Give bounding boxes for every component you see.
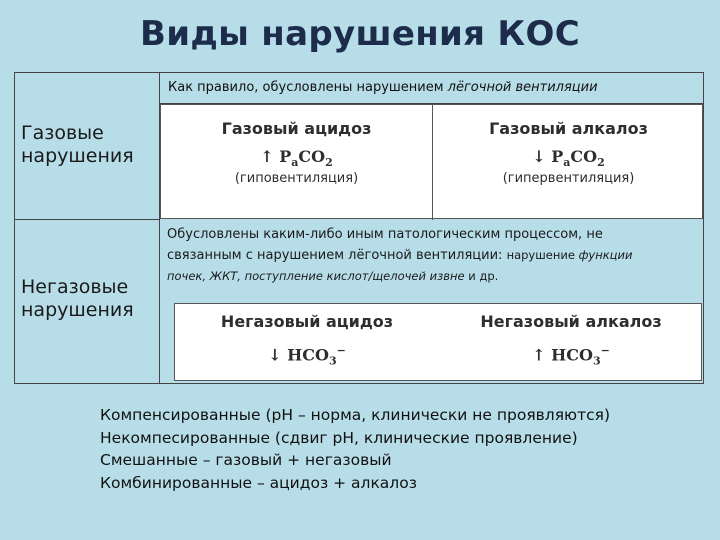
nongas-acidosis-title: Негазовый ацидоз	[220, 312, 394, 331]
arrow-up-icon: ↑	[260, 147, 274, 166]
arrow-up-icon: ↑	[532, 345, 546, 365]
gas-disorders-box	[160, 104, 703, 219]
compensation-types-list	[100, 404, 700, 494]
nongas-alkalosis-formula: ↑ $HCO_3^-$	[532, 344, 610, 368]
gas-alkalosis-title: Газовый алкалоз	[489, 119, 648, 138]
arrow-down-icon: ↓	[268, 345, 282, 365]
nongas-description: Обусловлены каким-либо иным патологическим процессом, не связанным с нарушением лёгочной вентиляции: нарушение функции почек, ЖКТ, поступление кислот/щелочей извне и др.	[167, 227, 633, 283]
gas-acidosis-formula: ↑ $P_aCO_2$	[260, 147, 333, 170]
gas-acidosis-title: Газовый ацидоз	[221, 119, 372, 138]
list-item: Некомпесированные (сдвиг рН, клинические проявление)	[100, 428, 578, 447]
list-item: Компенсированные (рН – норма, клинически не проявляются)	[100, 406, 610, 424]
nongas-alkalosis-title: Негазовый алкалоз	[480, 312, 662, 331]
gas-label-cell	[15, 104, 160, 219]
nongas-label-cell	[15, 219, 160, 383]
nongas-disorders-box	[174, 303, 702, 381]
nongas-acidosis-formula: ↓ $HCO_3^-$	[268, 344, 346, 368]
arrow-down-icon: ↓	[532, 147, 546, 166]
page-title: Виды нарушения КОС	[140, 14, 580, 54]
list-item: Комбинированные – ацидоз + алкалоз	[100, 473, 417, 492]
header-cell	[160, 73, 703, 104]
header-text-italic: лёгочной вентиляции	[447, 80, 598, 95]
gas-alkalosis-formula: ↓ $P_aCO_2$	[532, 147, 605, 170]
gas-acidosis-note: (гиповентиляция)	[234, 171, 359, 186]
header-text: Как правило, обусловлены нарушением	[168, 80, 448, 95]
nongas-disorders-label: Негазовые нарушения	[21, 276, 134, 321]
empty-corner-cell	[15, 73, 160, 104]
classification-table	[14, 72, 704, 384]
list-item: Смешанные – газовый + негазовый	[100, 451, 392, 469]
gas-disorders-label: Газовые нарушения	[21, 122, 134, 167]
gas-alkalosis-note: (гипервентиляция)	[502, 171, 635, 186]
